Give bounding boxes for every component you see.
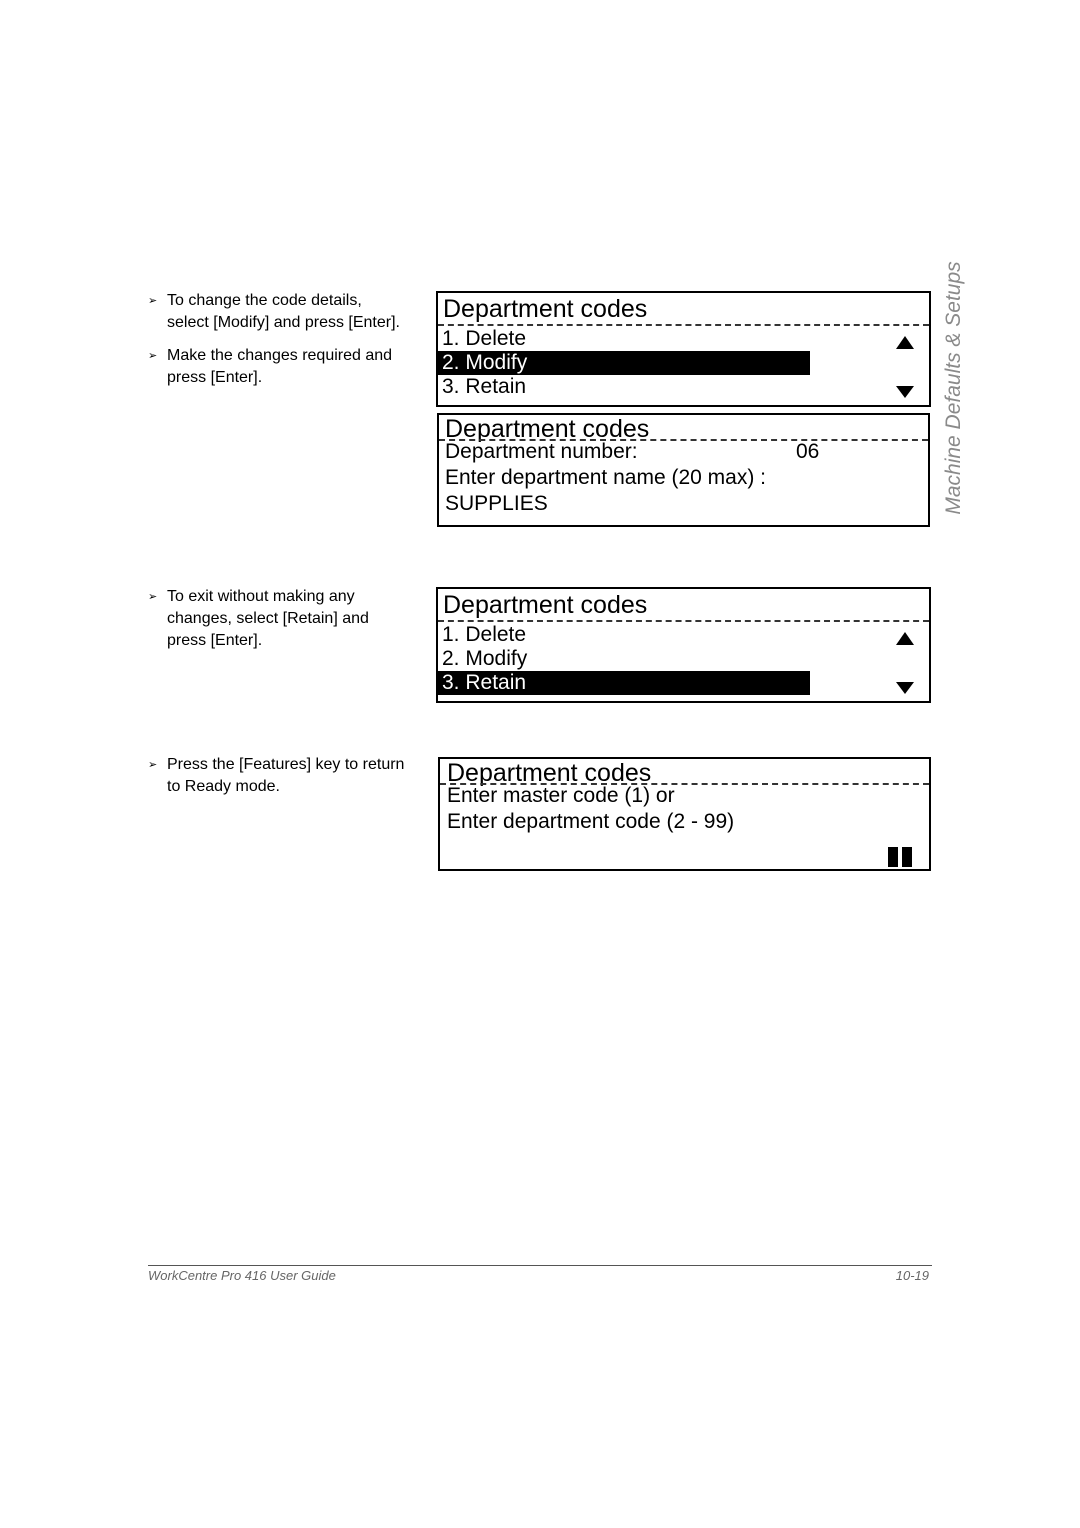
instruction-text: Make the changes required and press [Enter].	[167, 347, 393, 386]
instruction-item	[148, 345, 408, 389]
lcd-screen-code-entry	[438, 757, 931, 871]
arrow-bullet-icon: ➢	[148, 295, 158, 307]
instruction-item	[148, 290, 408, 334]
scroll-down-icon[interactable]	[896, 386, 914, 398]
instruction-group-1	[148, 290, 408, 400]
instruction-item	[148, 754, 408, 798]
lcd-title: Department codes	[443, 591, 648, 619]
lcd-title: Department codes	[443, 295, 648, 323]
arrow-bullet-icon: ➢	[148, 759, 158, 771]
lcd-screen-retain	[436, 587, 931, 703]
instruction-group-3	[148, 754, 408, 809]
scroll-up-icon[interactable]	[896, 336, 914, 349]
dashed-divider	[438, 324, 929, 326]
footer-page-number: 10-19	[895, 1268, 929, 1283]
menu-item-delete[interactable]: 1. Delete	[442, 327, 527, 350]
lcd-screen-modify	[436, 291, 931, 407]
lcd-title: Department codes	[447, 759, 652, 787]
menu-item-modify[interactable]: 2. Modify	[438, 351, 810, 375]
menu-item-retain[interactable]: 3. Retain	[438, 671, 810, 695]
lcd-screen-name-entry	[437, 413, 930, 527]
instruction-group-2	[148, 586, 408, 663]
dashed-divider	[438, 620, 929, 622]
instruction-text: Press the [Features] key to return to Ready mode.	[167, 756, 405, 795]
instruction-text: To change the code details, select [Modify] and press [Enter].	[167, 292, 400, 331]
menu-item-modify[interactable]: 2. Modify	[442, 647, 528, 670]
scroll-up-icon[interactable]	[896, 632, 914, 645]
footer-guide-title: WorkCentre Pro 416 User Guide	[148, 1268, 336, 1283]
arrow-bullet-icon: ➢	[148, 350, 158, 362]
side-tab-label: Machine Defaults & Setups	[942, 261, 965, 515]
instruction-item	[148, 586, 408, 652]
footer-divider	[148, 1265, 932, 1266]
menu-item-delete[interactable]: 1. Delete	[442, 623, 527, 646]
block-cursor-icon	[888, 847, 898, 867]
department-number-value: 06	[796, 440, 820, 463]
lcd-title: Department codes	[445, 415, 650, 443]
department-number-label: Department number:	[445, 440, 638, 463]
department-name-prompt: Enter department name (20 max) :	[445, 466, 766, 489]
department-code-prompt: Enter department code (2 - 99)	[447, 810, 735, 833]
block-cursor-icon	[902, 847, 912, 867]
menu-item-retain[interactable]: 3. Retain	[442, 375, 527, 398]
scroll-down-icon[interactable]	[896, 682, 914, 694]
arrow-bullet-icon: ➢	[148, 591, 158, 603]
instruction-text: To exit without making any changes, select [Retain] and press [Enter].	[167, 588, 369, 649]
master-code-prompt: Enter master code (1) or	[447, 784, 675, 807]
department-name-value[interactable]: SUPPLIES	[445, 492, 548, 515]
